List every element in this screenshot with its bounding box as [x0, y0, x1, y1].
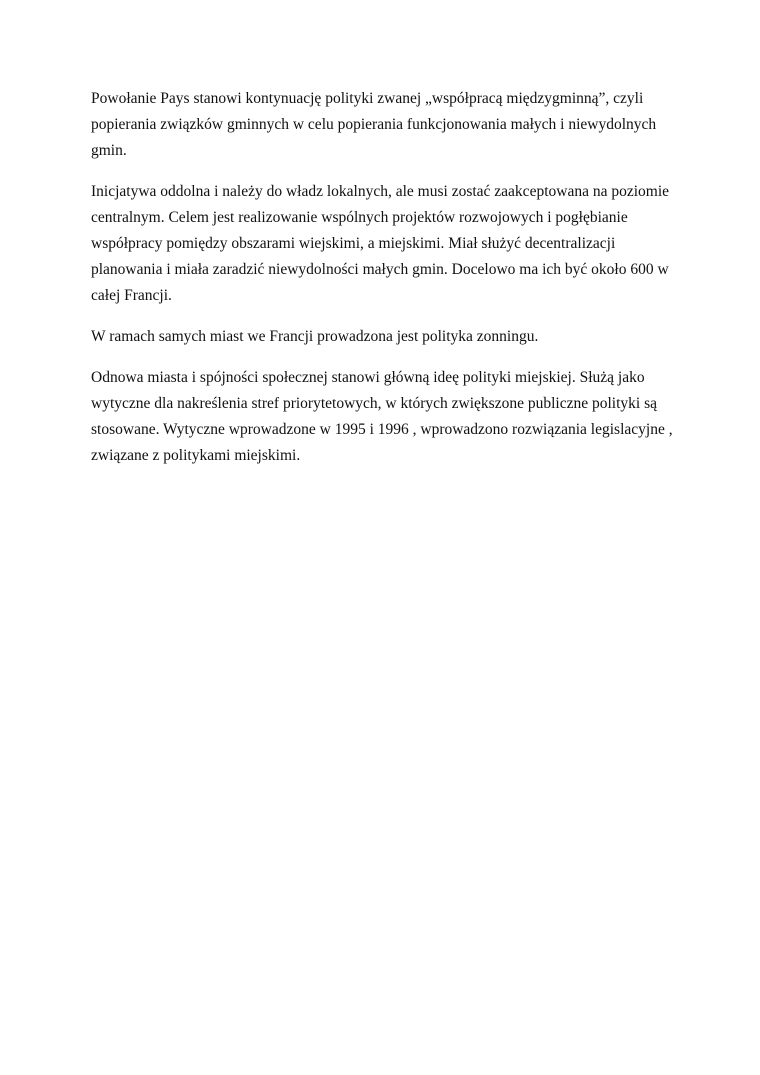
text-line: W ramach samych miast we Francji prowadzona jest polityka zonningu. — [91, 328, 539, 345]
paragraph-pays — [91, 86, 683, 164]
text-line: całej Francji. — [91, 287, 172, 304]
paragraph-zoning — [91, 324, 683, 350]
text-line: wytyczne dla nakreślenia stref priorytetowych, w których zwiększone publiczne polityki są — [91, 395, 657, 412]
document-body — [91, 86, 683, 484]
paragraph-initiative — [91, 179, 683, 309]
text-line: popierania związków gminnych w celu popierania funkcjonowania małych i niewydolnych — [91, 116, 657, 133]
text-line: Inicjatywa oddolna i należy do władz lokalnych, ale musi zostać zaakceptowana na poziomie — [91, 183, 670, 200]
text-line: współpracy pomiędzy obszarami wiejskimi, a miejskimi. Miał służyć decentralizacji — [91, 235, 616, 252]
text-line: związane z politykami miejskimi. — [91, 447, 301, 464]
text-line: stosowane. Wytyczne wprowadzone w 1995 i 1996 , wprowadzono rozwiązania legislacyjne , — [91, 421, 673, 438]
text-line: gmin. — [91, 142, 127, 159]
text-line: planowania i miała zaradzić niewydolności małych gmin. Docelowo ma ich być około 600 w — [91, 261, 669, 278]
text-line: Powołanie Pays stanowi kontynuację polityki zwanej „współpracą międzygminną”, czyli — [91, 90, 644, 107]
text-line: centralnym. Celem jest realizowanie wspólnych projektów rozwojowych i pogłębianie — [91, 209, 628, 226]
paragraph-urban-renewal — [91, 365, 683, 469]
text-line: Odnowa miasta i spójności społecznej stanowi główną ideę polityki miejskiej. Służą jako — [91, 369, 645, 386]
